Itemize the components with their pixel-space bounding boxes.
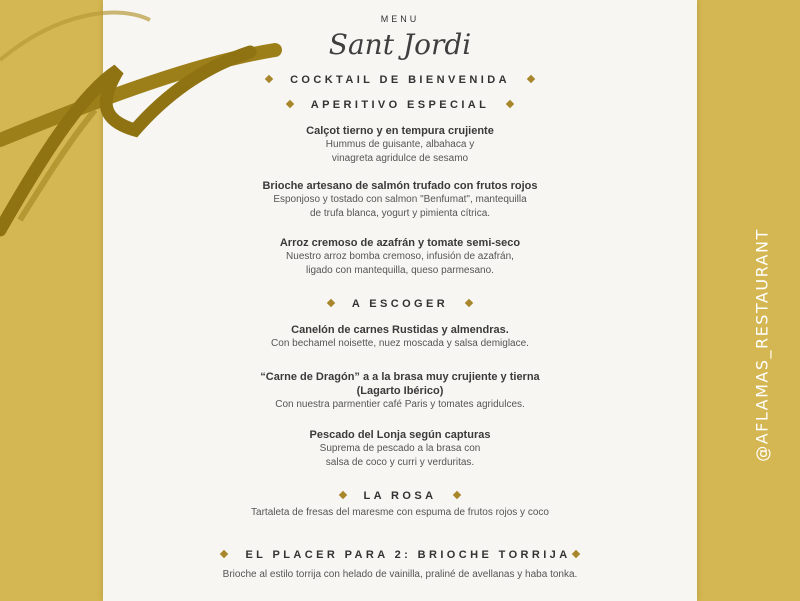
dish-item: Pescado del Lonja según capturas Suprema de pescado a la brasa con salsa de coco y curri y verduritas.: [309, 429, 491, 468]
section-escoger: A ESCOGER: [103, 298, 697, 310]
diamond-icon: [506, 100, 514, 108]
section-aperitivo: APERITIVO ESPECIAL: [103, 99, 697, 111]
instagram-handle: @AFLAMAS_RESTAURANT: [752, 228, 772, 462]
rosa-description: Tartaleta de fresas del maresme con espuma de frutos rojos y coco: [251, 507, 549, 518]
dish-item: Brioche artesano de salmón trufado con frutos rojos Esponjoso y tostado con salmon "Benfumat", mantequilla de trufa blanca, yogurt y pimienta cítrica.: [262, 180, 538, 219]
diamond-icon: [327, 299, 335, 307]
diamond-icon: [220, 550, 228, 558]
dish-item: Calçot tierno y en tempura crujiente Hummus de guisante, albahaca y vinagreta agridulce de sesamo: [306, 125, 494, 164]
section-rosa: LA ROSA: [103, 490, 697, 502]
diamond-icon: [265, 75, 273, 83]
diamond-icon: [338, 491, 346, 499]
menu-title: Sant Jordi: [328, 28, 472, 61]
menu-label: MENU: [380, 14, 420, 24]
placer-description: Brioche al estilo torrija con helado de vainilla, praliné de avellanas y haba tonka.: [222, 569, 578, 580]
section-placer: EL PLACER PARA 2: BRIOCHE TORRIJA: [103, 549, 697, 561]
diamond-icon: [453, 491, 461, 499]
diamond-icon: [285, 100, 293, 108]
diamond-icon: [527, 75, 535, 83]
diamond-icon: [465, 299, 473, 307]
dish-item: Arroz cremoso de azafrán y tomate semi-seco Nuestro arroz bomba cremoso, infusión de azafrán, ligado con mantequilla, queso parmesano.: [279, 237, 521, 276]
diamond-icon: [571, 550, 579, 558]
section-cocktail: COCKTAIL DE BIENVENIDA: [103, 74, 697, 86]
dish-item: “Carne de Dragón” a a la brasa muy crujiente y tierna (Lagarto Ibérico) Con nuestra parmentier café Paris y tomates agridulces.: [260, 371, 540, 410]
dish-item: Canelón de carnes Rustidas y almendras. Con bechamel noisette, nuez moscada y salsa demiglace.: [271, 324, 529, 349]
